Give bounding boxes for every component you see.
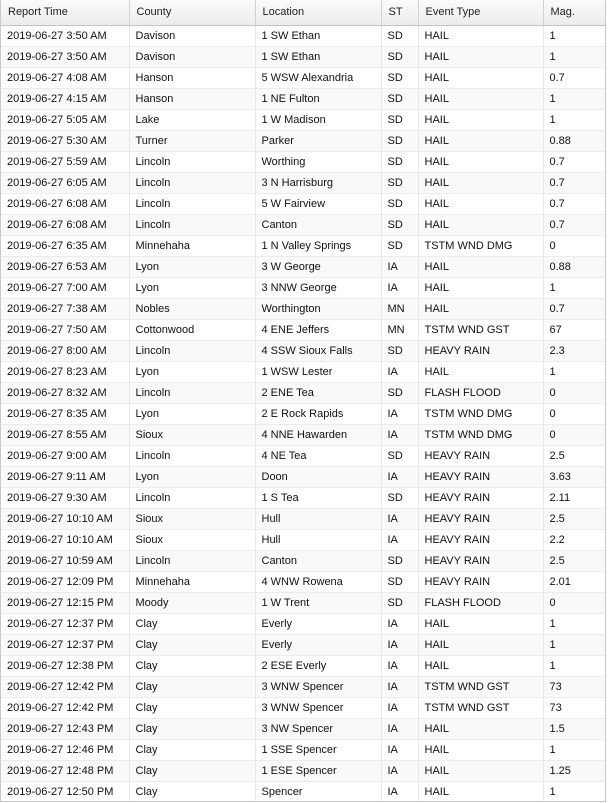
cell-location: 3 W George	[255, 256, 381, 277]
cell-event-type: HEAVY RAIN	[418, 529, 543, 550]
cell-report-time: 2019-06-27 9:00 AM	[1, 445, 129, 466]
cell-magnitude: 0	[543, 235, 606, 256]
table-row[interactable]	[1, 277, 606, 298]
cell-event-type: HAIL	[418, 277, 543, 298]
cell-event-type: HAIL	[418, 46, 543, 67]
cell-location: Everly	[255, 634, 381, 655]
cell-location: 4 ENE Jeffers	[255, 319, 381, 340]
cell-event-type: TSTM WND DMG	[418, 424, 543, 445]
cell-report-time: 2019-06-27 8:23 AM	[1, 361, 129, 382]
cell-report-time: 2019-06-27 8:55 AM	[1, 424, 129, 445]
cell-event-type: HAIL	[418, 718, 543, 739]
cell-event-type: TSTM WND GST	[418, 697, 543, 718]
cell-event-type: HEAVY RAIN	[418, 571, 543, 592]
cell-county: Cottonwood	[129, 319, 255, 340]
cell-magnitude: 2.3	[543, 340, 606, 361]
table-row[interactable]	[1, 340, 606, 361]
table-row[interactable]	[1, 382, 606, 403]
cell-county: Lake	[129, 109, 255, 130]
cell-event-type: HEAVY RAIN	[418, 445, 543, 466]
cell-county: Clay	[129, 634, 255, 655]
cell-report-time: 2019-06-27 12:43 PM	[1, 718, 129, 739]
cell-county: Davison	[129, 46, 255, 67]
cell-state: SD	[381, 550, 418, 571]
cell-magnitude: 0	[543, 592, 606, 613]
table-row[interactable]	[1, 508, 606, 529]
cell-magnitude: 1	[543, 277, 606, 298]
cell-event-type: HAIL	[418, 256, 543, 277]
cell-report-time: 2019-06-27 6:05 AM	[1, 172, 129, 193]
cell-county: Turner	[129, 130, 255, 151]
table-row[interactable]	[1, 214, 606, 235]
cell-event-type: HAIL	[418, 172, 543, 193]
cell-county: Lincoln	[129, 193, 255, 214]
cell-location: 4 NE Tea	[255, 445, 381, 466]
cell-county: Minnehaha	[129, 235, 255, 256]
cell-report-time: 2019-06-27 12:09 PM	[1, 571, 129, 592]
storm-reports-table	[1, 0, 606, 802]
cell-county: Hanson	[129, 88, 255, 109]
cell-event-type: HAIL	[418, 781, 543, 802]
cell-state: SD	[381, 214, 418, 235]
cell-location: Canton	[255, 550, 381, 571]
cell-state: SD	[381, 571, 418, 592]
cell-state: IA	[381, 697, 418, 718]
cell-state: IA	[381, 760, 418, 781]
table-row[interactable]	[1, 592, 606, 613]
cell-magnitude: 1.25	[543, 760, 606, 781]
cell-county: Lincoln	[129, 382, 255, 403]
cell-county: Lincoln	[129, 172, 255, 193]
cell-magnitude: 1	[543, 739, 606, 760]
table-row[interactable]	[1, 697, 606, 718]
cell-location: 4 NNE Hawarden	[255, 424, 381, 445]
cell-location: 4 WNW Rowena	[255, 571, 381, 592]
cell-state: IA	[381, 739, 418, 760]
column-header-event-type[interactable]: Event Type	[418, 0, 543, 25]
cell-event-type: TSTM WND DMG	[418, 235, 543, 256]
cell-magnitude: 0	[543, 424, 606, 445]
cell-state: SD	[381, 130, 418, 151]
cell-state: SD	[381, 46, 418, 67]
cell-report-time: 2019-06-27 3:50 AM	[1, 46, 129, 67]
cell-county: Minnehaha	[129, 571, 255, 592]
cell-report-time: 2019-06-27 6:53 AM	[1, 256, 129, 277]
cell-state: IA	[381, 361, 418, 382]
table-row[interactable]	[1, 46, 606, 67]
cell-magnitude: 2.01	[543, 571, 606, 592]
cell-event-type: HAIL	[418, 88, 543, 109]
cell-report-time: 2019-06-27 5:59 AM	[1, 151, 129, 172]
cell-state: SD	[381, 67, 418, 88]
cell-location: 3 WNW Spencer	[255, 676, 381, 697]
cell-report-time: 2019-06-27 12:42 PM	[1, 676, 129, 697]
cell-report-time: 2019-06-27 12:50 PM	[1, 781, 129, 802]
cell-state: IA	[381, 655, 418, 676]
header-row	[1, 0, 606, 25]
cell-event-type: HAIL	[418, 151, 543, 172]
table-row[interactable]	[1, 172, 606, 193]
table-row[interactable]	[1, 109, 606, 130]
cell-state: IA	[381, 634, 418, 655]
cell-location: Worthing	[255, 151, 381, 172]
cell-magnitude: 1	[543, 361, 606, 382]
cell-state: IA	[381, 718, 418, 739]
cell-magnitude: 0.7	[543, 151, 606, 172]
cell-location: Hull	[255, 508, 381, 529]
cell-location: Hull	[255, 529, 381, 550]
cell-report-time: 2019-06-27 6:08 AM	[1, 214, 129, 235]
cell-state: IA	[381, 424, 418, 445]
cell-location: 1 ESE Spencer	[255, 760, 381, 781]
cell-magnitude: 0.88	[543, 130, 606, 151]
cell-magnitude: 1	[543, 781, 606, 802]
cell-state: SD	[381, 487, 418, 508]
cell-location: 1 NE Fulton	[255, 88, 381, 109]
cell-state: SD	[381, 382, 418, 403]
cell-magnitude: 0	[543, 403, 606, 424]
cell-magnitude: 73	[543, 676, 606, 697]
cell-event-type: HAIL	[418, 25, 543, 46]
table-row[interactable]	[1, 256, 606, 277]
table-row[interactable]	[1, 487, 606, 508]
cell-county: Sioux	[129, 424, 255, 445]
cell-county: Lincoln	[129, 445, 255, 466]
cell-event-type: HAIL	[418, 130, 543, 151]
cell-location: 1 S Tea	[255, 487, 381, 508]
cell-event-type: FLASH FLOOD	[418, 592, 543, 613]
cell-county: Moody	[129, 592, 255, 613]
cell-state: IA	[381, 529, 418, 550]
cell-location: 4 SSW Sioux Falls	[255, 340, 381, 361]
cell-county: Nobles	[129, 298, 255, 319]
cell-magnitude: 0.7	[543, 67, 606, 88]
cell-report-time: 2019-06-27 10:10 AM	[1, 529, 129, 550]
cell-state: IA	[381, 613, 418, 634]
table-row[interactable]	[1, 193, 606, 214]
cell-event-type: HAIL	[418, 361, 543, 382]
cell-state: IA	[381, 277, 418, 298]
cell-magnitude: 2.11	[543, 487, 606, 508]
table-row[interactable]	[1, 361, 606, 382]
cell-report-time: 2019-06-27 8:00 AM	[1, 340, 129, 361]
table-row[interactable]	[1, 403, 606, 424]
table-row[interactable]	[1, 298, 606, 319]
cell-county: Lincoln	[129, 214, 255, 235]
cell-report-time: 2019-06-27 7:38 AM	[1, 298, 129, 319]
cell-magnitude: 2.2	[543, 529, 606, 550]
cell-report-time: 2019-06-27 5:05 AM	[1, 109, 129, 130]
cell-state: SD	[381, 592, 418, 613]
table-row[interactable]	[1, 529, 606, 550]
cell-report-time: 2019-06-27 5:30 AM	[1, 130, 129, 151]
cell-magnitude: 2.5	[543, 508, 606, 529]
cell-state: SD	[381, 151, 418, 172]
table-row[interactable]	[1, 676, 606, 697]
table-row[interactable]	[1, 571, 606, 592]
table-row[interactable]	[1, 739, 606, 760]
cell-county: Clay	[129, 781, 255, 802]
cell-event-type: HEAVY RAIN	[418, 550, 543, 571]
cell-county: Davison	[129, 25, 255, 46]
table-row[interactable]	[1, 151, 606, 172]
cell-event-type: HAIL	[418, 655, 543, 676]
table-row[interactable]	[1, 550, 606, 571]
cell-county: Lyon	[129, 361, 255, 382]
cell-state: IA	[381, 508, 418, 529]
cell-state: SD	[381, 340, 418, 361]
cell-location: 3 NW Spencer	[255, 718, 381, 739]
cell-report-time: 2019-06-27 12:37 PM	[1, 634, 129, 655]
cell-location: 2 E Rock Rapids	[255, 403, 381, 424]
cell-location: Parker	[255, 130, 381, 151]
cell-event-type: TSTM WND GST	[418, 319, 543, 340]
cell-location: Doon	[255, 466, 381, 487]
cell-magnitude: 2.5	[543, 550, 606, 571]
cell-report-time: 2019-06-27 10:10 AM	[1, 508, 129, 529]
table-row[interactable]	[1, 235, 606, 256]
cell-magnitude: 1	[543, 634, 606, 655]
cell-location: 2 ENE Tea	[255, 382, 381, 403]
cell-event-type: HAIL	[418, 109, 543, 130]
cell-magnitude: 1	[543, 25, 606, 46]
cell-location: 5 WSW Alexandria	[255, 67, 381, 88]
table-row[interactable]	[1, 634, 606, 655]
cell-magnitude: 0.7	[543, 298, 606, 319]
cell-report-time: 2019-06-27 12:46 PM	[1, 739, 129, 760]
cell-location: 2 ESE Everly	[255, 655, 381, 676]
cell-magnitude: 1	[543, 655, 606, 676]
cell-magnitude: 0.7	[543, 214, 606, 235]
cell-location: 1 N Valley Springs	[255, 235, 381, 256]
cell-location: 5 W Fairview	[255, 193, 381, 214]
cell-state: SD	[381, 88, 418, 109]
cell-county: Clay	[129, 718, 255, 739]
cell-county: Lyon	[129, 403, 255, 424]
cell-report-time: 2019-06-27 7:50 AM	[1, 319, 129, 340]
table-header	[1, 0, 606, 25]
cell-state: SD	[381, 25, 418, 46]
table-row[interactable]	[1, 130, 606, 151]
cell-county: Clay	[129, 697, 255, 718]
cell-state: SD	[381, 109, 418, 130]
cell-report-time: 2019-06-27 12:42 PM	[1, 697, 129, 718]
cell-magnitude: 1	[543, 88, 606, 109]
table-row[interactable]	[1, 718, 606, 739]
cell-event-type: HAIL	[418, 67, 543, 88]
cell-location: 1 WSW Lester	[255, 361, 381, 382]
cell-report-time: 2019-06-27 7:00 AM	[1, 277, 129, 298]
cell-location: 1 W Madison	[255, 109, 381, 130]
cell-county: Lincoln	[129, 487, 255, 508]
cell-report-time: 2019-06-27 12:38 PM	[1, 655, 129, 676]
table-row[interactable]	[1, 67, 606, 88]
cell-report-time: 2019-06-27 12:48 PM	[1, 760, 129, 781]
cell-event-type: FLASH FLOOD	[418, 382, 543, 403]
cell-magnitude: 3.63	[543, 466, 606, 487]
cell-event-type: HAIL	[418, 214, 543, 235]
table-row[interactable]	[1, 88, 606, 109]
cell-report-time: 2019-06-27 8:35 AM	[1, 403, 129, 424]
cell-magnitude: 1	[543, 109, 606, 130]
cell-event-type: HAIL	[418, 739, 543, 760]
cell-state: IA	[381, 781, 418, 802]
cell-report-time: 2019-06-27 10:59 AM	[1, 550, 129, 571]
table-body	[1, 25, 606, 802]
cell-location: Spencer	[255, 781, 381, 802]
cell-report-time: 2019-06-27 12:15 PM	[1, 592, 129, 613]
cell-magnitude: 1.5	[543, 718, 606, 739]
cell-county: Sioux	[129, 508, 255, 529]
cell-report-time: 2019-06-27 6:35 AM	[1, 235, 129, 256]
cell-report-time: 2019-06-27 4:15 AM	[1, 88, 129, 109]
cell-location: 3 N Harrisburg	[255, 172, 381, 193]
cell-magnitude: 0.7	[543, 193, 606, 214]
cell-state: IA	[381, 466, 418, 487]
cell-state: MN	[381, 319, 418, 340]
cell-magnitude: 0.88	[543, 256, 606, 277]
cell-report-time: 2019-06-27 4:08 AM	[1, 67, 129, 88]
cell-magnitude: 67	[543, 319, 606, 340]
cell-magnitude: 73	[543, 697, 606, 718]
cell-county: Hanson	[129, 67, 255, 88]
cell-county: Lincoln	[129, 340, 255, 361]
cell-location: Canton	[255, 214, 381, 235]
cell-state: MN	[381, 298, 418, 319]
cell-location: Worthington	[255, 298, 381, 319]
cell-report-time: 2019-06-27 9:11 AM	[1, 466, 129, 487]
cell-event-type: HEAVY RAIN	[418, 340, 543, 361]
table-row[interactable]	[1, 319, 606, 340]
cell-county: Clay	[129, 655, 255, 676]
cell-report-time: 2019-06-27 3:50 AM	[1, 25, 129, 46]
cell-magnitude: 1	[543, 613, 606, 634]
cell-report-time: 2019-06-27 9:30 AM	[1, 487, 129, 508]
column-header-location[interactable]: Location	[255, 0, 381, 25]
column-header-state[interactable]: ST	[381, 0, 418, 25]
cell-county: Lincoln	[129, 151, 255, 172]
cell-county: Clay	[129, 613, 255, 634]
cell-county: Lyon	[129, 466, 255, 487]
cell-location: 3 WNW Spencer	[255, 697, 381, 718]
cell-event-type: TSTM WND DMG	[418, 403, 543, 424]
cell-event-type: HAIL	[418, 760, 543, 781]
table-row[interactable]	[1, 25, 606, 46]
cell-event-type: TSTM WND GST	[418, 676, 543, 697]
cell-magnitude: 0	[543, 382, 606, 403]
cell-state: IA	[381, 256, 418, 277]
table-row[interactable]	[1, 445, 606, 466]
cell-county: Clay	[129, 760, 255, 781]
cell-event-type: HAIL	[418, 298, 543, 319]
table-row[interactable]	[1, 760, 606, 781]
cell-state: SD	[381, 235, 418, 256]
cell-county: Clay	[129, 739, 255, 760]
cell-state: SD	[381, 445, 418, 466]
column-header-county[interactable]: County	[129, 0, 255, 25]
cell-event-type: HAIL	[418, 613, 543, 634]
cell-state: SD	[381, 193, 418, 214]
cell-state: SD	[381, 172, 418, 193]
cell-location: 1 W Trent	[255, 592, 381, 613]
cell-county: Sioux	[129, 529, 255, 550]
cell-event-type: HEAVY RAIN	[418, 466, 543, 487]
cell-event-type: HAIL	[418, 193, 543, 214]
cell-county: Clay	[129, 676, 255, 697]
cell-event-type: HEAVY RAIN	[418, 508, 543, 529]
cell-event-type: HEAVY RAIN	[418, 487, 543, 508]
cell-county: Lyon	[129, 256, 255, 277]
cell-magnitude: 0.7	[543, 172, 606, 193]
column-header-magnitude[interactable]: Mag.	[543, 0, 606, 25]
table-row[interactable]	[1, 613, 606, 634]
cell-state: IA	[381, 403, 418, 424]
cell-county: Lincoln	[129, 550, 255, 571]
cell-state: IA	[381, 676, 418, 697]
cell-magnitude: 2.5	[543, 445, 606, 466]
cell-location: 1 SW Ethan	[255, 25, 381, 46]
table-row[interactable]	[1, 655, 606, 676]
cell-location: Everly	[255, 613, 381, 634]
cell-report-time: 2019-06-27 12:37 PM	[1, 613, 129, 634]
cell-magnitude: 1	[543, 46, 606, 67]
cell-location: 1 SW Ethan	[255, 46, 381, 67]
table-row[interactable]	[1, 466, 606, 487]
cell-location: 3 NNW George	[255, 277, 381, 298]
cell-county: Lyon	[129, 277, 255, 298]
column-header-report-time[interactable]: Report Time	[1, 0, 129, 25]
cell-event-type: HAIL	[418, 634, 543, 655]
cell-report-time: 2019-06-27 8:32 AM	[1, 382, 129, 403]
cell-report-time: 2019-06-27 6:08 AM	[1, 193, 129, 214]
cell-location: 1 SSE Spencer	[255, 739, 381, 760]
table-row[interactable]	[1, 781, 606, 802]
table-row[interactable]	[1, 424, 606, 445]
